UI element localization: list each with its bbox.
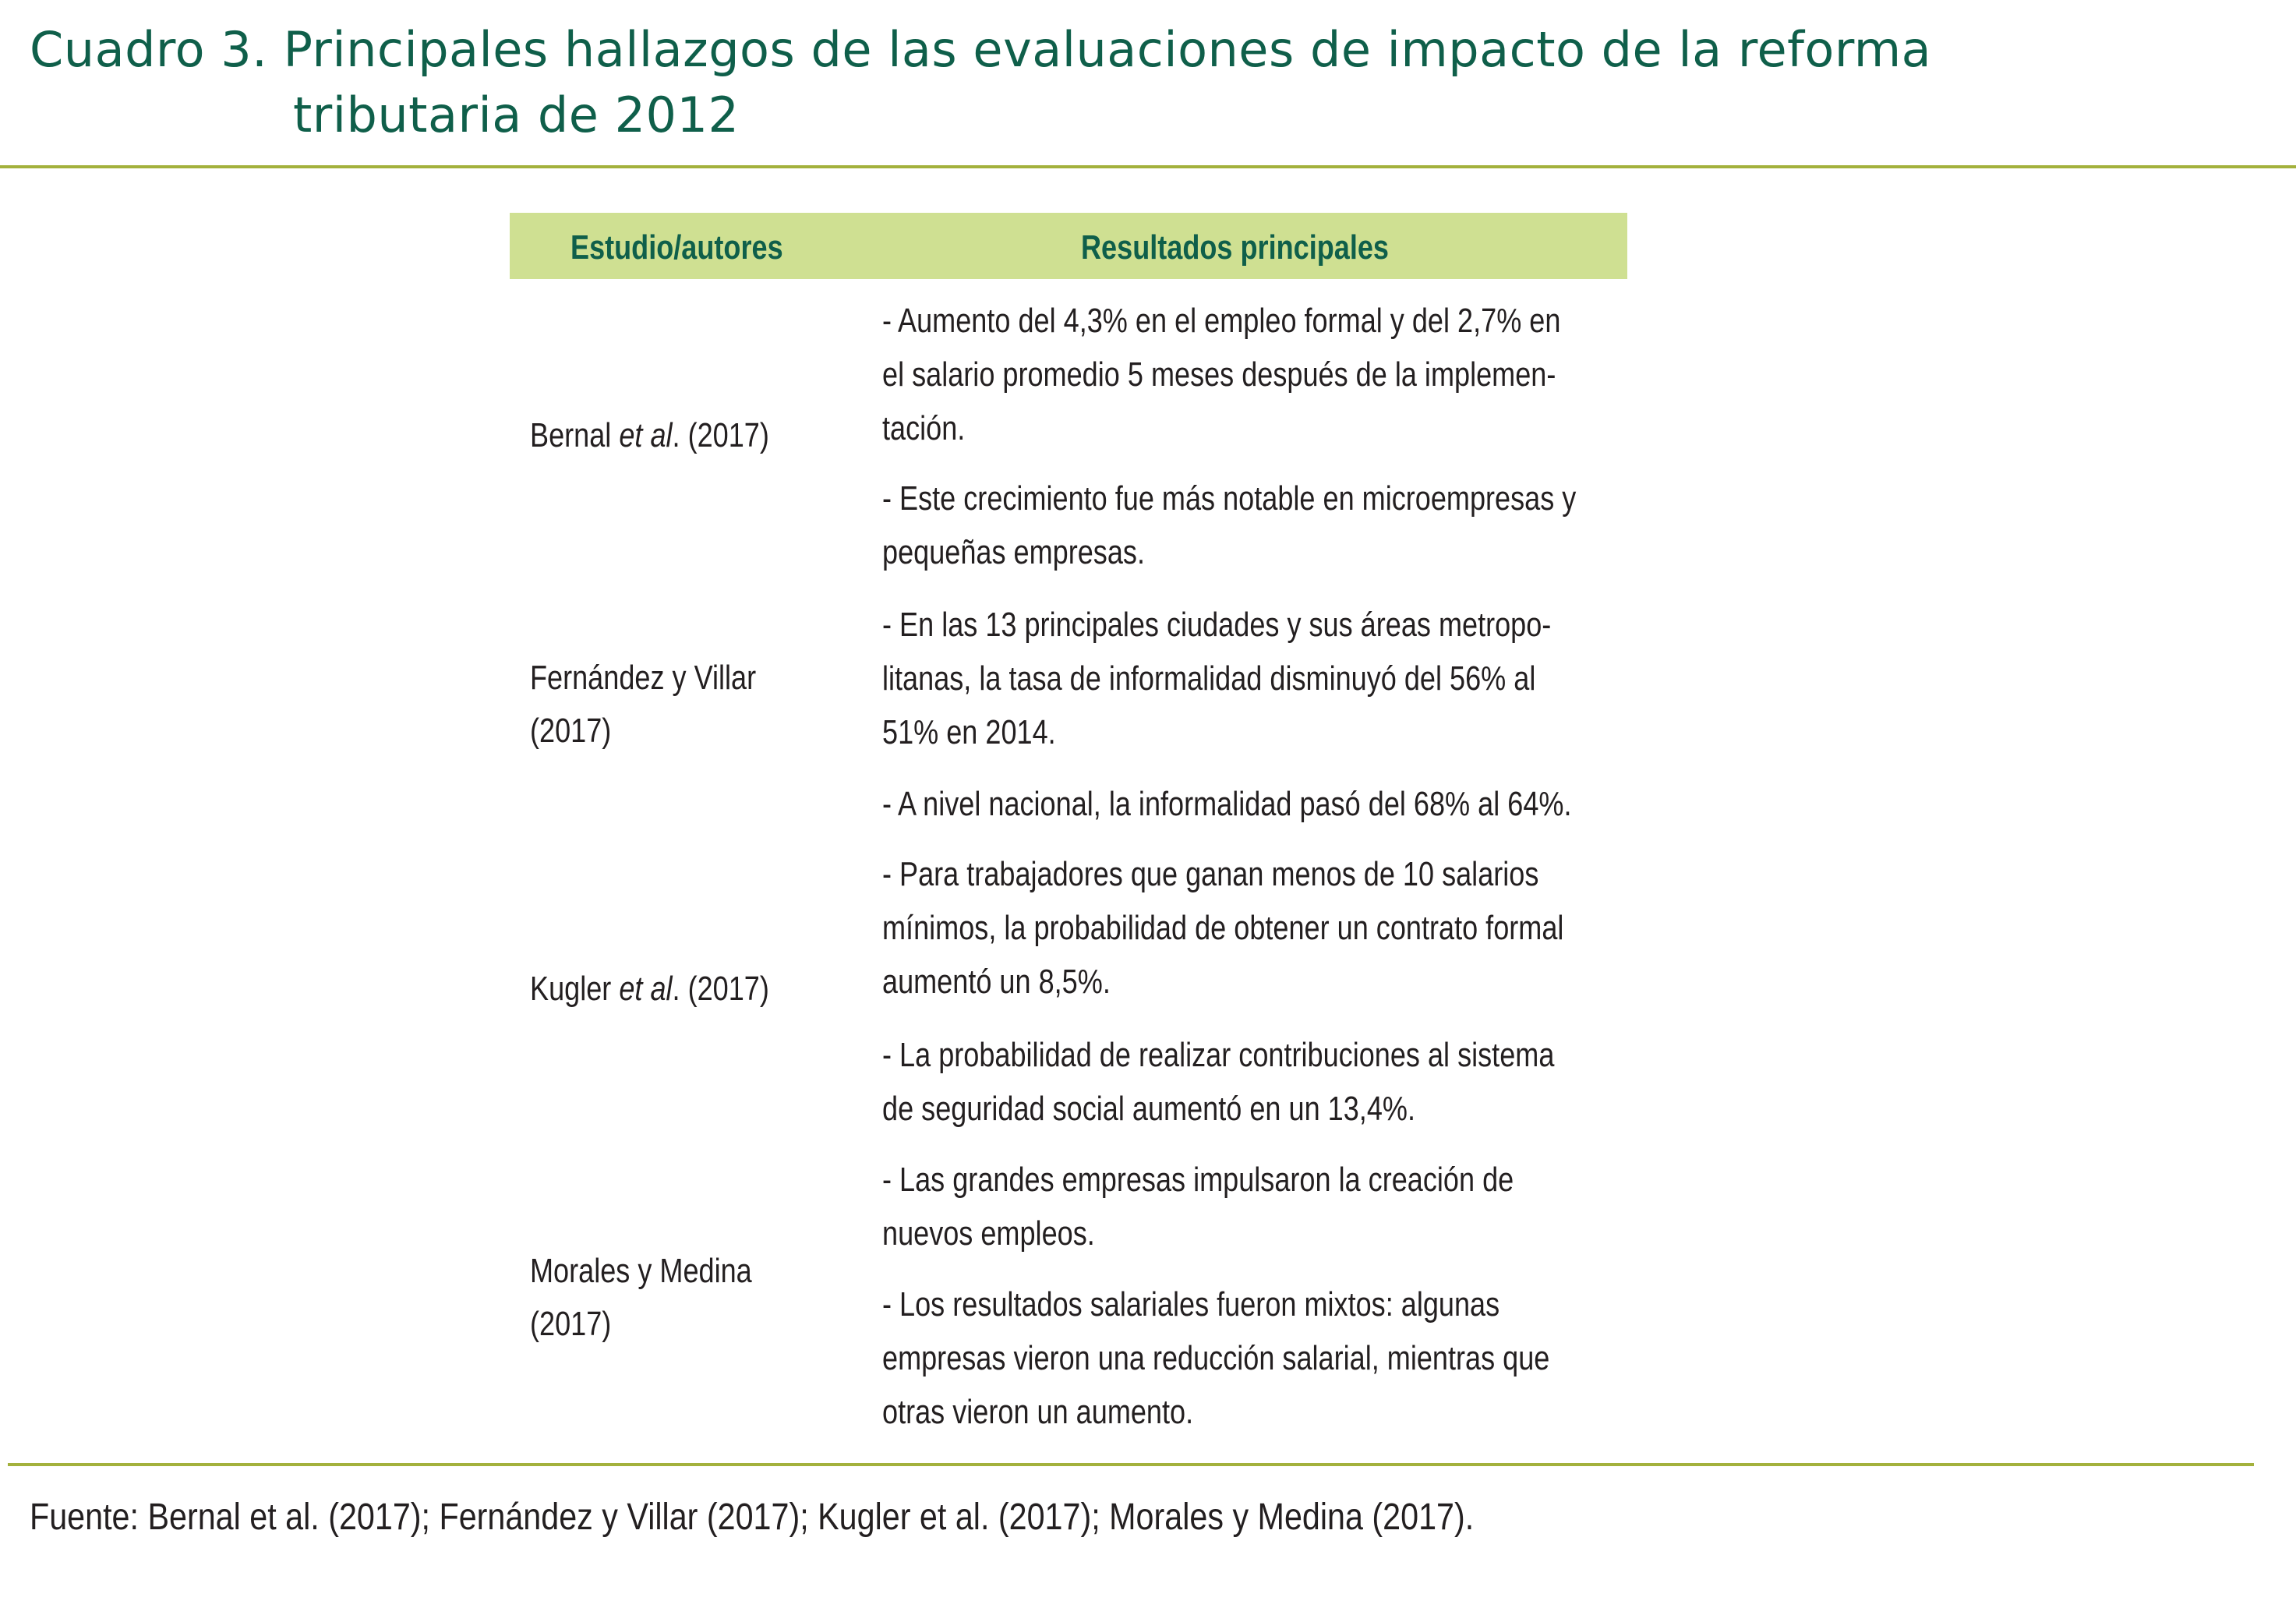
result-line: litanas, la tasa de informalidad disminuyó del 56% al <box>882 659 1536 698</box>
result-line: nuevos empleos. <box>882 1214 1095 1253</box>
row-result <box>882 1028 1630 1136</box>
author-year: (2017) <box>530 1305 612 1343</box>
row-author <box>530 409 769 462</box>
result-line: aumentó un 8,5%. <box>882 963 1111 1001</box>
result-line: - Las grandes empresas impulsaron la creación de <box>882 1161 1514 1199</box>
title-line-2: tributaria de 2012 <box>293 87 740 143</box>
result-line: - Aumento del 4,3% en el empleo formal y del 2,7% en <box>882 302 1561 340</box>
result-line: 51% en 2014. <box>882 713 1056 751</box>
header-main-results: Resultados principales <box>1081 228 1389 267</box>
findings-table <box>510 213 1627 1431</box>
author-name: Bernal <box>530 416 620 454</box>
row-author <box>530 963 769 1016</box>
result-line: - En las 13 principales ciudades y sus áreas metropo- <box>882 606 1552 644</box>
author-year: . (2017) <box>672 416 769 454</box>
author-year: (2017) <box>530 712 612 750</box>
result-line: tación. <box>882 409 966 447</box>
result-line: el salario promedio 5 meses después de la implemen- <box>882 355 1556 394</box>
row-result <box>882 598 1630 759</box>
author-year: . (2017) <box>672 970 769 1008</box>
row-result <box>882 1153 1630 1260</box>
header-study-authors: Estudio/autores <box>570 228 783 267</box>
row-result <box>882 294 1630 455</box>
row-author <box>530 652 756 758</box>
title-line-1: Cuadro 3. Principales hallazgos de las evaluaciones de impacto de la reforma <box>30 21 1932 78</box>
result-line: - La probabilidad de realizar contribuciones al sistema <box>882 1036 1555 1074</box>
author-etal: et al <box>619 970 673 1008</box>
author-name: Morales y Medina <box>530 1252 752 1290</box>
result-line: - Este crecimiento fue más notable en microempresas y <box>882 479 1577 518</box>
result-line: pequeñas empresas. <box>882 533 1145 571</box>
result-line: empresas vieron una reducción salarial, mientras que <box>882 1339 1550 1377</box>
bottom-divider <box>8 1463 2254 1466</box>
source-note: Fuente: Bernal et al. (2017); Fernández y Villar (2017); Kugler et al. (2017); Morales y Medina (2017). <box>30 1497 1475 1538</box>
result-line: - Los resultados salariales fueron mixtos: algunas <box>882 1285 1500 1324</box>
result-line: otras vieron un aumento. <box>882 1393 1194 1431</box>
author-etal: et al <box>619 416 673 454</box>
row-result <box>882 472 1630 579</box>
row-author <box>530 1245 752 1351</box>
result-line: de seguridad social aumentó en un 13,4%. <box>882 1090 1415 1128</box>
row-result <box>882 847 1630 1009</box>
result-line: mínimos, la probabilidad de obtener un contrato formal <box>882 909 1564 947</box>
result-line: - Para trabajadores que ganan menos de 10 salarios <box>882 855 1539 893</box>
result-line: - A nivel nacional, la informalidad pasó del 68% al 64%. <box>882 785 1572 823</box>
table-header <box>510 213 1627 279</box>
page-title <box>30 17 2212 148</box>
top-divider <box>0 165 2296 168</box>
row-result <box>882 777 1630 831</box>
row-result <box>882 1278 1630 1439</box>
author-name: Fernández y Villar <box>530 659 757 697</box>
author-name: Kugler <box>530 970 620 1008</box>
